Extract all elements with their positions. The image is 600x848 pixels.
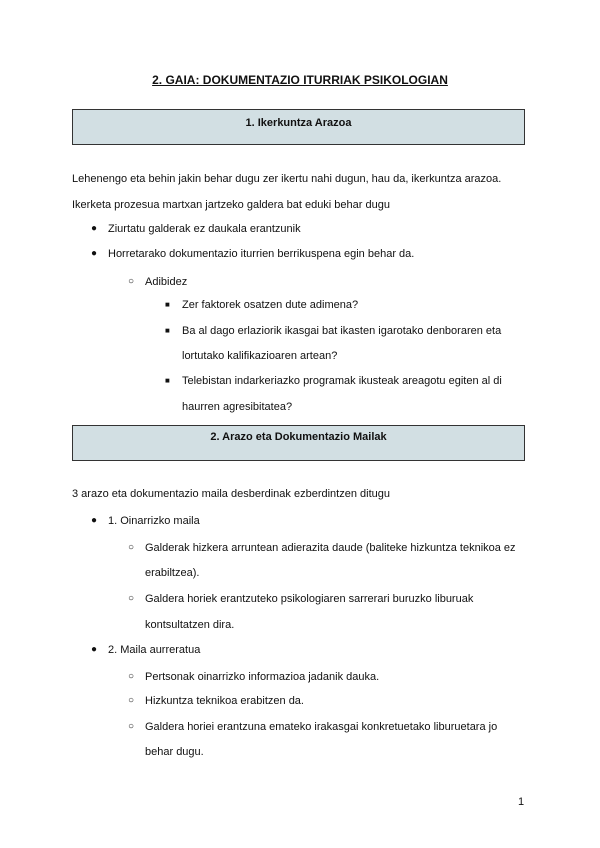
bullet-circle-icon: ○: [128, 593, 135, 604]
section-heading: 1. Ikerkuntza Arazoa: [245, 117, 352, 129]
list-item: Zer faktorek osatzen dute adimena?: [182, 299, 359, 311]
paragraph: 3 arazo eta dokumentazio maila desberdinak ezberdintzen ditugu: [72, 488, 390, 500]
section-heading-box: [72, 425, 525, 461]
list-item: Ba al dago erlaziorik ikasgai bat ikasten igarotako denboraren eta: [182, 325, 502, 337]
section-heading-box: [72, 109, 525, 145]
list-item-continuation: lortutako kalifikazioaren artean?: [182, 350, 338, 362]
bullet-circle-icon: ○: [128, 276, 135, 287]
bullet-circle-icon: ○: [128, 695, 135, 706]
bullet-dot-icon: ●: [91, 644, 98, 655]
list-item: Galderak hizkera arruntean adierazita daude (baliteke hizkuntza teknikoa ez: [145, 542, 516, 554]
bullet-dot-icon: ●: [91, 248, 98, 259]
bullet-square-icon: ■: [165, 300, 170, 309]
bullet-dot-icon: ●: [91, 223, 98, 234]
bullet-dot-icon: ●: [91, 515, 98, 526]
page-number: 1: [518, 796, 525, 808]
paragraph: Ikerketa prozesua martxan jartzeko galdera bat eduki behar dugu: [72, 199, 390, 211]
list-item: Pertsonak oinarrizko informazioa jadanik dauka.: [145, 671, 380, 683]
list-item-continuation: erabiltzea).: [145, 567, 200, 579]
bullet-square-icon: ■: [165, 376, 170, 385]
list-item: Adibidez: [145, 276, 188, 288]
bullet-square-icon: ■: [165, 326, 170, 335]
list-item: 2. Maila aurreratua: [108, 644, 201, 656]
list-item: 1. Oinarrizko maila: [108, 515, 200, 527]
list-item: Hizkuntza teknikoa erabitzen da.: [145, 695, 304, 707]
section-heading: 2. Arazo eta Dokumentazio Mailak: [210, 431, 387, 443]
list-item: Horretarako dokumentazio iturrien berrikuspena egin behar da.: [108, 248, 415, 260]
list-item-continuation: haurren agresibitatea?: [182, 401, 293, 413]
bullet-circle-icon: ○: [128, 721, 135, 732]
bullet-circle-icon: ○: [128, 671, 135, 682]
list-item-continuation: kontsultatzen dira.: [145, 619, 235, 631]
list-item: Ziurtatu galderak ez daukala erantzunik: [108, 223, 301, 235]
list-item: Galdera horiei erantzuna emateko irakasgai konkretuetako liburuetara jo: [145, 721, 498, 733]
paragraph: Lehenengo eta behin jakin behar dugu zer ikertu nahi dugun, hau da, ikerkuntza arazoa.: [72, 173, 502, 185]
list-item: Galdera horiek erantzuteko psikologiaren sarrerari buruzko liburuak: [145, 593, 474, 605]
list-item-continuation: behar dugu.: [145, 746, 204, 758]
document-title: 2. GAIA: DOKUMENTAZIO ITURRIAK PSIKOLOGIAN: [152, 73, 448, 87]
bullet-circle-icon: ○: [128, 542, 135, 553]
list-item: Telebistan indarkeriazko programak ikusteak areagotu egiten al di: [182, 375, 502, 387]
